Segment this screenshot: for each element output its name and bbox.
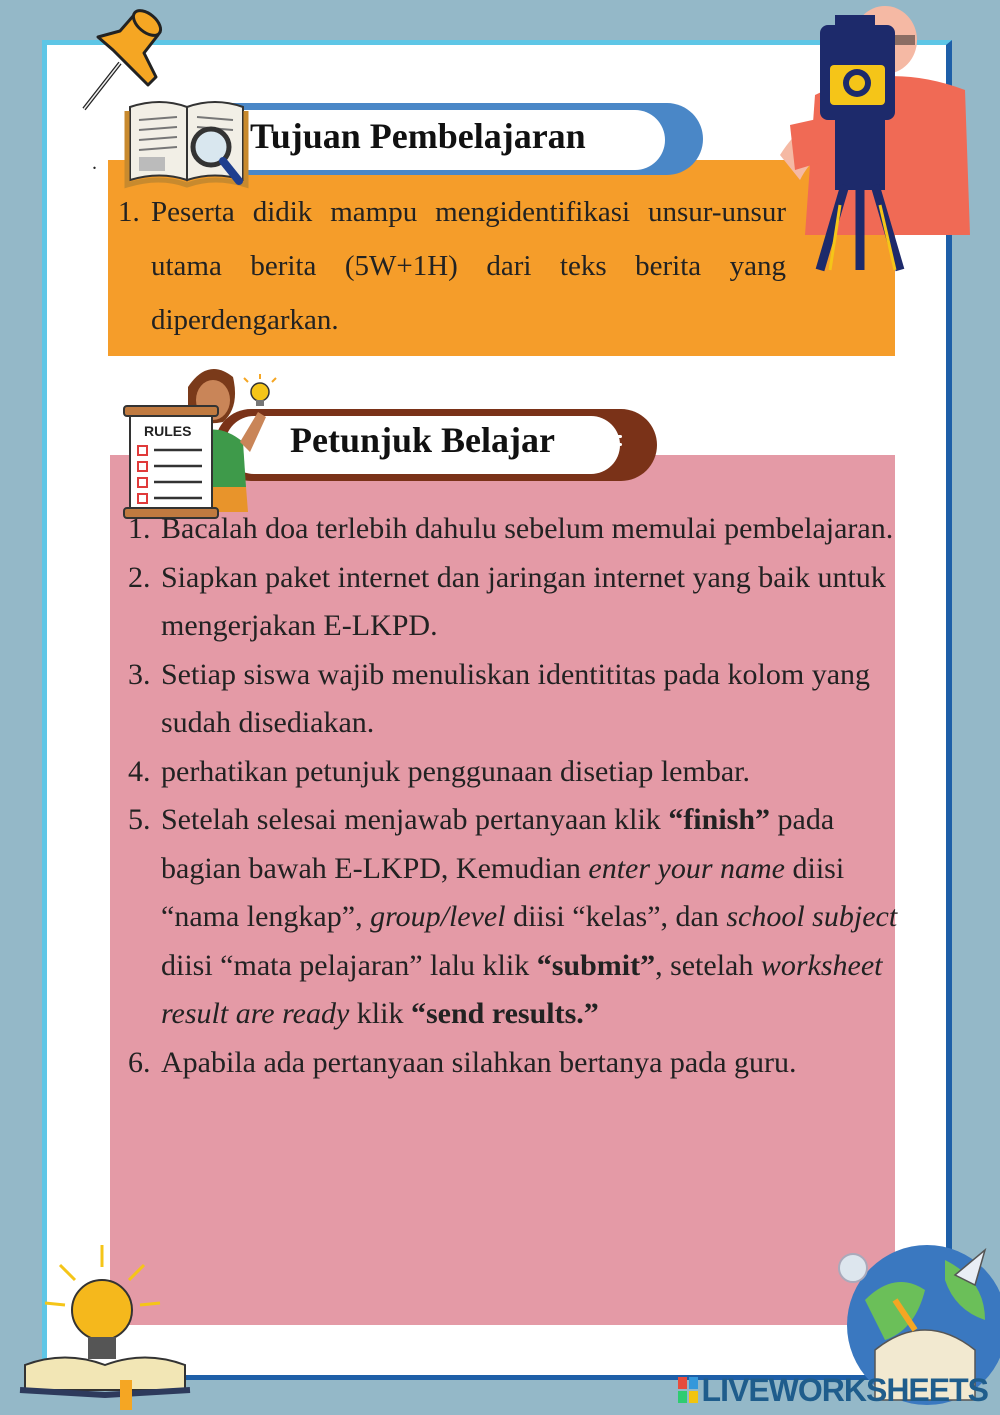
rule-text-segment: , setelah xyxy=(655,948,761,982)
rule-item-text xyxy=(161,1046,797,1079)
book-magnifier-icon xyxy=(125,95,250,190)
rule-text-segment: Setelah selesai menjawab pertanyaan klik xyxy=(161,803,669,836)
rule-text-segment: group/level xyxy=(370,900,506,933)
rule-text-segment: Apabila ada pertanyaan silahkan bertanya pada guru. xyxy=(161,1045,797,1079)
rule-item xyxy=(128,651,898,748)
goal-item xyxy=(118,185,786,347)
rule-text-segment: worksheet result are ready xyxy=(161,948,883,1030)
rule-item-text xyxy=(161,755,750,788)
lightbulb-book-icon xyxy=(20,1245,195,1410)
rule-text-segment: Siapkan paket internet dan jaringan internet yang baik untuk mengerjakan E-LKPD. xyxy=(161,560,886,642)
goal-pill-lines xyxy=(632,132,662,148)
rules-section-title: Petunjuk Belajar xyxy=(290,420,555,460)
rules-poster-icon xyxy=(124,400,219,518)
rule-item xyxy=(128,748,898,797)
rule-text-segment: “submit” xyxy=(536,948,656,982)
rule-text-segment: diisi “kelas”, dan xyxy=(505,900,727,933)
rule-text-segment: “send results.” xyxy=(410,997,599,1030)
rule-item-number: 4. xyxy=(128,754,151,788)
rule-item xyxy=(128,554,898,651)
rule-item-text xyxy=(161,561,886,643)
rule-item-number: 1. xyxy=(128,512,151,545)
rule-item-number: 2. xyxy=(128,560,151,594)
rule-text-segment: diisi “mata pelajaran” lalu klik xyxy=(161,948,537,982)
liveworksheets-watermark xyxy=(678,1372,988,1409)
stray-mark: . xyxy=(92,152,97,174)
rule-text-segment: enter your name xyxy=(588,851,786,885)
goal-list xyxy=(118,185,786,347)
goal-item-text: Peserta didik mampu mengidentifikasi unsur-unsur utama berita (5W+1H) dari teks berita yang diperdengarkan. xyxy=(151,196,786,336)
rule-text-segment: perhatikan petunjuk penggunaan disetiap lembar. xyxy=(161,754,750,788)
goal-item-number: 1. xyxy=(118,196,140,228)
watermark-text: LIVEWORKSHEETS xyxy=(701,1372,988,1408)
rules-list xyxy=(128,505,898,1087)
rule-text-segment: Bacalah doa terlebih dahulu sebelum memulai pembelajaran. xyxy=(161,512,894,545)
rules-pill-lines xyxy=(592,435,622,451)
rule-item-number: 6. xyxy=(128,1045,151,1079)
rule-item-text xyxy=(161,803,897,1030)
rule-text-segment: Setiap siswa wajib menuliskan identititas pada kolom yang sudah disediakan. xyxy=(161,657,871,739)
rule-item-number: 3. xyxy=(128,657,151,691)
rule-item xyxy=(128,505,898,554)
rule-item-number: 5. xyxy=(128,803,151,836)
rule-text-segment: diisi “nama lengkap”, xyxy=(161,851,845,933)
rule-text-segment: school subject xyxy=(726,900,898,933)
goal-section-title: Tujuan Pembelajaran xyxy=(250,116,586,156)
cameraman-illustration xyxy=(775,5,975,275)
liveworksheets-logo-icon xyxy=(678,1377,698,1403)
rule-item xyxy=(128,1039,898,1088)
rule-text-segment: pada bagian bawah E-LKPD, Kemudian xyxy=(161,803,835,885)
rule-item-text xyxy=(161,658,870,740)
rules-poster-label: RULES xyxy=(144,423,192,439)
rule-text-segment: klik xyxy=(349,997,411,1030)
rule-item-text xyxy=(161,512,893,545)
rule-item xyxy=(128,796,898,1039)
rule-text-segment: “finish” xyxy=(668,803,771,836)
